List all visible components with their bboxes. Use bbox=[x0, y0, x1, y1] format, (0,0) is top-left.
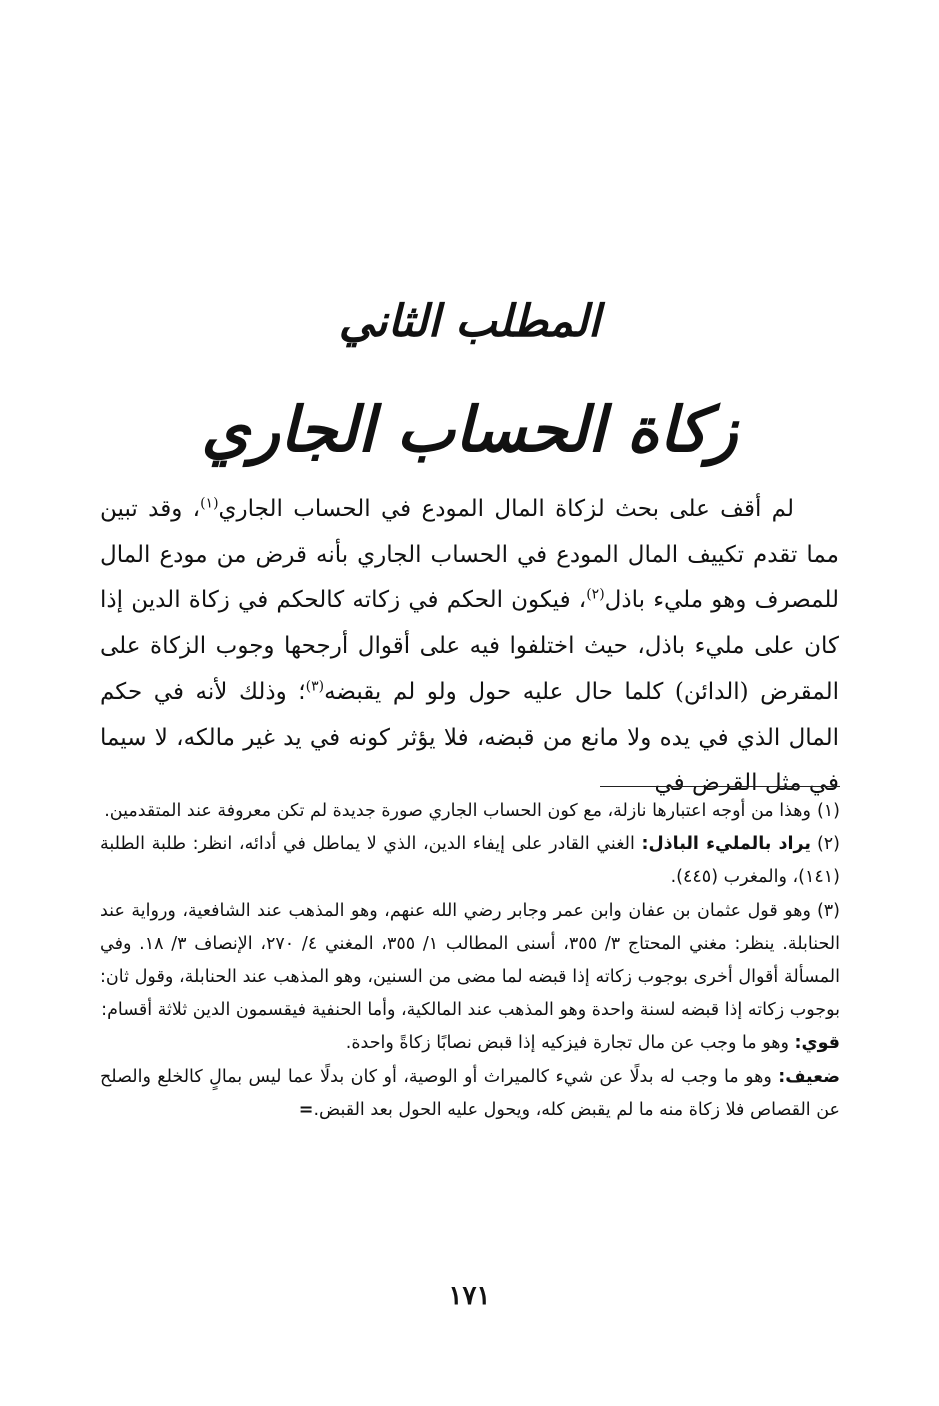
footnote-text: وهو ما وجب عن مال تجارة فيزكيه إذا قبض نصابًا زكاةً واحدة. bbox=[345, 1033, 795, 1054]
footnote-number: (١) bbox=[816, 801, 840, 821]
footnote-text: وهو قول عثمان بن عفان وابن عمر وجابر رضي الله عنهم، وهو المذهب عند الشافعية، ورواية عند الحنابلة. ينظر: مغني المحتاج ٣/ ٣٥٥، أسنى المطالب ١/ ٣٥٥، المغني ٤/ ٢٧٠، الإنصاف ٣/ ١٨. وفي المسألة أقوال أخرى بوجوب زكاته إذا قبضه لما مضى من السنين، وهو المذهب عند الحنابلة، وقول ثان: بوجوب زكاته إذا قبضه لسنة واحدة وهو المذهب عند المالكية، وأما الحنفية فيقسمون الدين ثلاثة أقسام: bbox=[100, 900, 840, 1021]
body-segment-2: ، وقد تبين مما تقدم تكييف المال المودع في الحساب الجاري بأنه قرض من مودع المال للمصرف وهو مليء باذل bbox=[100, 496, 839, 614]
footnotes-section bbox=[100, 795, 840, 1127]
footnote-3 bbox=[100, 895, 840, 1028]
footnote-text: الغني القادر على إيفاء الدين، الذي لا يماطل في أدائه، انظر: طلبة الطلبة (١٤١)، والمغرب (٤٤٥). bbox=[100, 834, 840, 888]
page-number: ١٧١ bbox=[448, 1281, 491, 1311]
footnote-2 bbox=[100, 828, 840, 894]
footnote-term: قوي: bbox=[794, 1033, 840, 1054]
body-segment-3: ، فيكون الحكم في زكاته كالحكم في زكاة الدين إذا كان على مليء باذل، حيث اختلفوا فيه على أقوال أرجحها وجوب الزكاة على المقرض (الدائن) كلما حال عليه حول ولو لم يقبضه bbox=[100, 587, 839, 705]
footnote-term: ضعيف: bbox=[778, 1066, 840, 1087]
body-segment-4: ؛ وذلك لأنه في حكم المال الذي في يده ولا مانع من قبضه، فلا يؤثر كونه في يد غير مالكه، لا سيما في مثل القرض في bbox=[100, 678, 839, 797]
section-label: المطلب الثاني bbox=[338, 296, 601, 347]
footnote-1 bbox=[100, 795, 840, 828]
footnote-reference-1[interactable]: (١) bbox=[200, 495, 219, 512]
footnote-number: (٢) bbox=[816, 834, 840, 855]
footnote-3-strong-debt bbox=[100, 1027, 840, 1060]
body-paragraph bbox=[100, 487, 839, 807]
footnote-term: يراد بالمليء الباذل: bbox=[641, 834, 811, 855]
paragraph-text bbox=[100, 487, 839, 807]
footnote-separator bbox=[600, 786, 840, 787]
footnote-text: وهو ما وجب له بدلًا عن شيء كالميراث أو الوصية، أو كان بدلًا عما ليس بمالٍ كالخلع والصلح عن القصاص فلا زكاة منه ما لم يقبض كله، ويحول عليه الحول بعد القبض. bbox=[100, 1066, 840, 1120]
footnote-reference-2[interactable]: (٢) bbox=[586, 586, 605, 603]
continuation-mark: = bbox=[298, 1099, 314, 1120]
footnote-3-weak-debt bbox=[100, 1061, 840, 1127]
footnote-number: (٣) bbox=[816, 900, 840, 921]
body-segment-1: لم أقف على بحث لزكاة المال المودع في الحساب الجاري bbox=[218, 496, 794, 522]
footnote-text: وهذا من أوجه اعتبارها نازلة، مع كون الحساب الجاري صورة جديدة لم تكن معروفة عند المتقدمين. bbox=[104, 801, 811, 821]
chapter-title: زكاة الحساب الجاري bbox=[201, 393, 738, 466]
footnote-reference-3[interactable]: (٣) bbox=[305, 678, 325, 695]
